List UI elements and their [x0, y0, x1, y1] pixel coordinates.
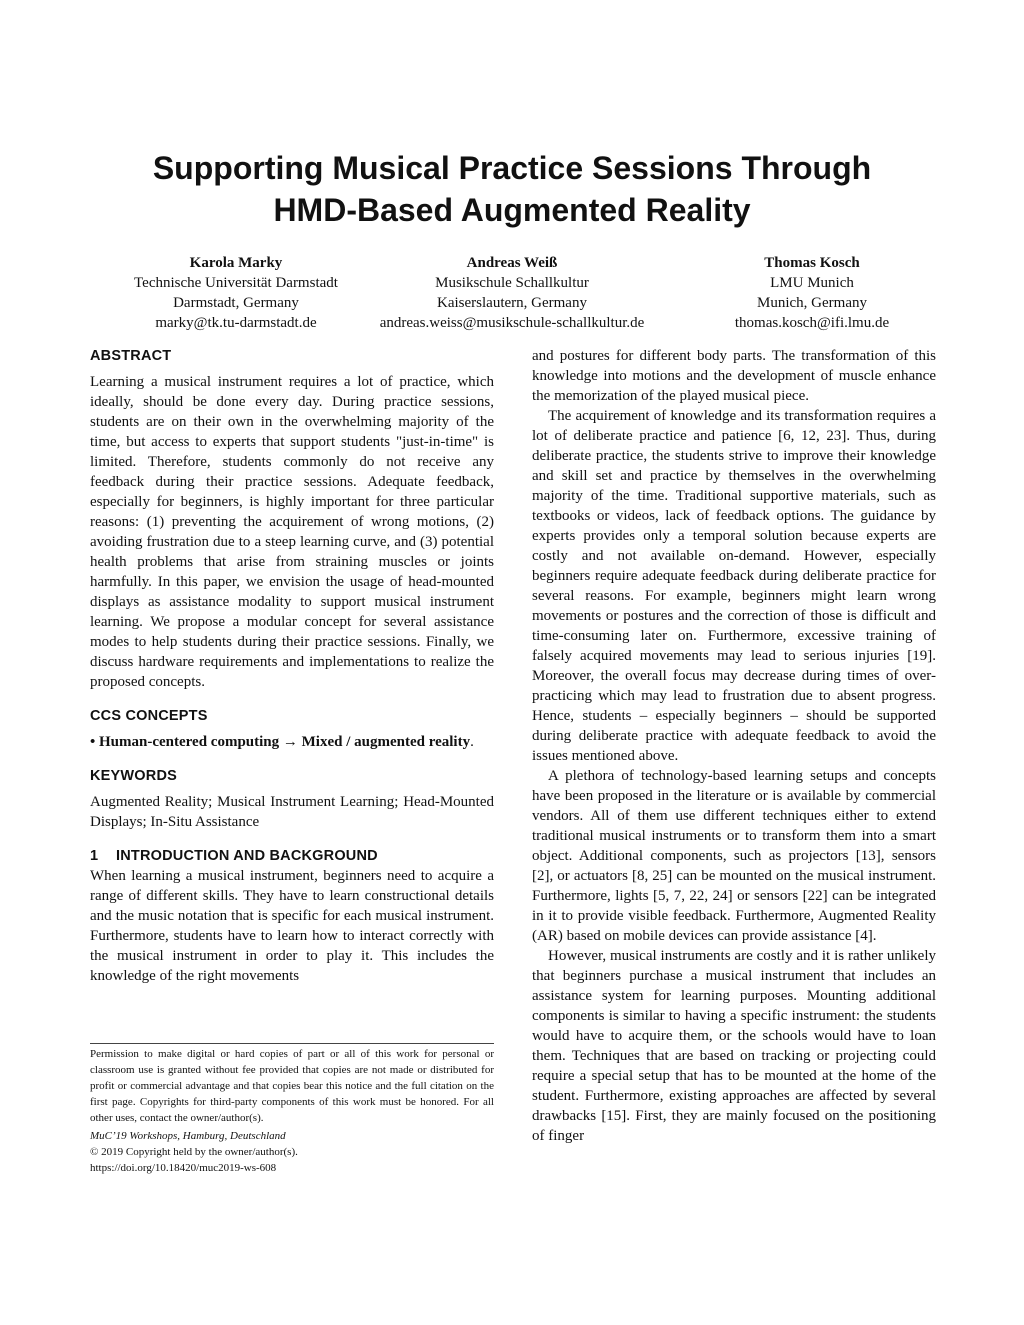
section-number: 1: [90, 848, 99, 864]
body-paragraph-3: However, musical instruments are costly and it is rather unlikely that beginners purchase a musical instrument that includes an assistance system for learning purposes. Mounting additional components is similar to having a specific instrument: the students would have to acquire them, or the schools would have to loan them. Techniques that are based on tracking or projecting could require a special setup that has to be mounted at the home of the student. Furthermore, existing approaches are affected by several drawbacks [15]. First, they are mainly focused on the positioning of finger: [532, 948, 936, 1144]
author-name: Andreas Weiß: [466, 255, 558, 271]
title-line-1: Supporting Musical Practice Sessions Through: [152, 150, 872, 186]
author-location: Kaiserslautern, Germany: [437, 295, 587, 311]
author-email[interactable]: marky@tk.tu-darmstadt.de: [155, 315, 317, 331]
doi-link[interactable]: https://doi.org/10.18420/muc2019-ws-608: [90, 1162, 277, 1174]
intro-paragraph: When learning a musical instrument, beginners need to acquire a range of different skills. They have to learn constructional details and the music notation that is specific for each musical instrument. Furthermore, students have to learn how to interact correctly with the musical instrument in order to play it. This includes the knowledge of the right movements: [90, 868, 494, 984]
keywords-text: Augmented Reality; Musical Instrument Learning; Head-Mounted Displays; In-Situ Assistance: [90, 794, 494, 830]
keywords-heading: KEYWORDS: [90, 768, 177, 784]
author-name: Karola Marky: [189, 255, 283, 271]
copyright-footnote: [90, 1043, 494, 1176]
author-email[interactable]: andreas.weiss@musikschule-schallkultur.de: [379, 315, 645, 331]
author-affiliation: LMU Munich: [770, 275, 854, 291]
ccs-trail: .: [470, 734, 474, 750]
ccs-text: [90, 732, 494, 752]
intro-heading: [90, 846, 494, 866]
paper-title: [0, 147, 1024, 231]
author-block-3: [672, 253, 952, 333]
right-column: [532, 346, 936, 1146]
venue: MuC’19 Workshops, Hamburg, Deutschland: [90, 1130, 286, 1142]
author-block-2: [372, 253, 652, 333]
ccs-heading: CCS CONCEPTS: [90, 708, 208, 724]
author-block-1: [96, 253, 376, 333]
author-email[interactable]: thomas.kosch@ifi.lmu.de: [734, 315, 890, 331]
body-paragraph-0: and postures for different body parts. The transformation of this knowledge into motions and the development of muscle enhance the memorization of the played musical piece.: [532, 348, 936, 404]
ccs-concept: • Human-centered computing → Mixed / augmented reality: [90, 734, 471, 750]
author-location: Munich, Germany: [757, 295, 867, 311]
permission-notice: Permission to make digital or hard copies of part or all of this work for personal or classroom use is granted without fee provided that copies are not made or distributed for profit or commercial advantage and that copies bear this notice and the full citation on the first page. Copyrights for third-party components of this work must be honored. For all other uses, contact the owner/author(s).: [90, 1048, 494, 1124]
author-affiliation: Technische Universität Darmstadt: [134, 275, 338, 291]
abstract-heading: ABSTRACT: [90, 348, 172, 364]
abstract-text: Learning a musical instrument requires a lot of practice, which ideally, should be done every day. During practice sessions, students are on their own in the overwhelming majority of the time, but access to experts that support students "just-in-time" is limited. Therefore, students commonly do not receive any feedback during their practice sessions. Adequate feedback, especially for beginners, is highly important for three particular reasons: (1) preventing the acquirement of wrong motions, (2) avoiding frustration due to a steep learning curve, and (3) potential health problems that arise from straining muscles or joints harmfully. In this paper, we envision the usage of head-mounted displays as assistance modality to support musical instrument learning. We propose a modular concept for several assistance modes to help students during their practice sessions. Finally, we discuss hardware requirements and implementations to realize the proposed concepts.: [90, 374, 494, 690]
body-paragraph-1: The acquirement of knowledge and its transformation requires a lot of deliberate practice and patience [6, 12, 23]. Thus, during deliberate practice, the students strive to improve their knowledge and skill set and practice by themselves in the overwhelming majority of the time. Traditional supportive materials, such as textbooks or videos, lack of feedback options. The guidance by experts provides only a temporal solution because experts are costly and not available on-demand. However, especially beginners require adequate feedback during deliberate practice for several reasons. For example, beginners might learn wrong movements or postures and the correction of those is difficult and time-consuming later on. Furthermore, excessive training of falsely acquired movements may lead to serious injuries [19]. Moreover, the overall focus may decrease during times of over-practicing which may lead to frustration due to absent progress. Hence, students – especially beginners – should be supported during deliberate practice with adequate feedback to avoid the issues mentioned above.: [532, 408, 936, 764]
left-column: [90, 346, 494, 986]
copyright-line: © 2019 Copyright held by the owner/author(s).: [90, 1146, 298, 1158]
title-line-2: HMD-Based Augmented Reality: [273, 192, 751, 228]
section-title: INTRODUCTION AND BACKGROUND: [116, 848, 378, 864]
author-location: Darmstadt, Germany: [173, 295, 299, 311]
author-affiliation: Musikschule Schallkultur: [435, 275, 589, 291]
body-paragraph-2: A plethora of technology-based learning setups and concepts have been proposed in the literature or is available by commercial vendors. All of them use different techniques either to extend traditional musical instruments or to transform them into a smart object. Additional components, such as projectors [13], sensors [2], or actuators [8, 25] can be mounted on the musical instrument. Furthermore, lights [5, 7, 22, 24] or sensors [22] can be integrated in it to provide visible feedback. Furthermore, Augmented Reality (AR) based on mobile devices can provide assistance [4].: [532, 768, 936, 944]
author-name: Thomas Kosch: [764, 255, 860, 271]
